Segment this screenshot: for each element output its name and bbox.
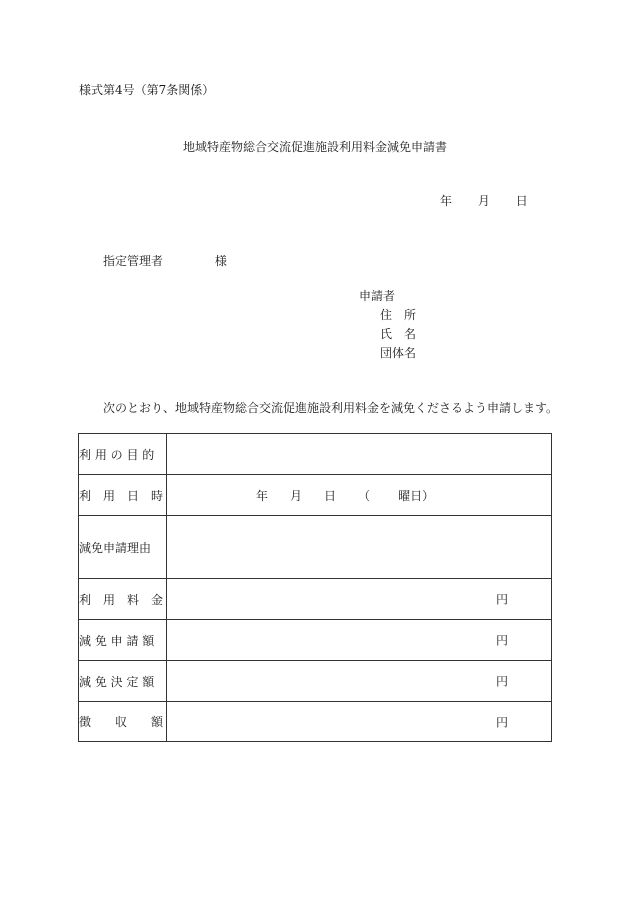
table-row-datetime <box>79 475 552 516</box>
date-day-label: 日 <box>515 194 528 208</box>
application-table <box>78 433 552 742</box>
table-row-requested-reduction <box>79 620 552 661</box>
fee-field[interactable] <box>167 579 552 620</box>
yen-unit: 円 <box>495 633 508 648</box>
purpose-field[interactable] <box>167 434 552 475</box>
document-title: 地域特産物総合交流促進施設利用料金減免申請書 <box>182 140 447 154</box>
table-row-decided-reduction <box>79 661 552 702</box>
addressee-name: 指定管理者 <box>103 254 164 268</box>
addressee <box>103 252 227 269</box>
applicant-group-label: 団体名 <box>380 346 417 360</box>
requested-reduction-field[interactable] <box>167 620 552 661</box>
yen-unit: 円 <box>495 674 508 689</box>
row-label: 減 免 決 定 額 <box>79 661 167 702</box>
dt-day-label: 日 <box>324 488 337 503</box>
row-label: 徴 収 額 <box>79 702 167 742</box>
reason-field[interactable] <box>167 516 552 579</box>
row-label: 利 用 の 目 的 <box>79 434 167 475</box>
addressee-honorific: 様 <box>214 254 227 268</box>
date-month-label: 月 <box>477 194 490 208</box>
datetime-field[interactable] <box>167 475 552 516</box>
dt-year-label: 年 <box>256 488 269 503</box>
row-label: 減 免 申 請 額 <box>79 620 167 661</box>
table-row-fee <box>79 579 552 620</box>
collected-amount-field[interactable] <box>167 702 552 742</box>
intro-text: 次のとおり、地域特産物総合交流促進施設利用料金を減免くださるよう申請します。 <box>103 401 559 415</box>
row-label: 利 用 日 時 <box>79 475 167 516</box>
dt-month-label: 月 <box>290 488 303 503</box>
yen-unit: 円 <box>495 715 508 729</box>
table-row-collected <box>79 702 552 742</box>
form-number: 様式第4号（第7条関係） <box>79 83 215 97</box>
date-year-label: 年 <box>440 194 453 208</box>
table-row-purpose <box>79 434 552 475</box>
row-label: 減免申請理由 <box>79 516 167 579</box>
applicant-address-label: 住 所 <box>380 308 417 322</box>
dt-open-paren: （ <box>358 488 371 503</box>
table-row-reason <box>79 516 552 579</box>
row-label: 利 用 料 金 <box>79 579 167 620</box>
applicant-label: 申請者 <box>359 289 396 303</box>
yen-unit: 円 <box>495 592 508 607</box>
decided-reduction-field[interactable] <box>167 661 552 702</box>
applicant-name-label: 氏 名 <box>380 327 417 341</box>
dt-weekday-label: 曜日） <box>398 488 435 503</box>
application-date <box>440 192 528 209</box>
